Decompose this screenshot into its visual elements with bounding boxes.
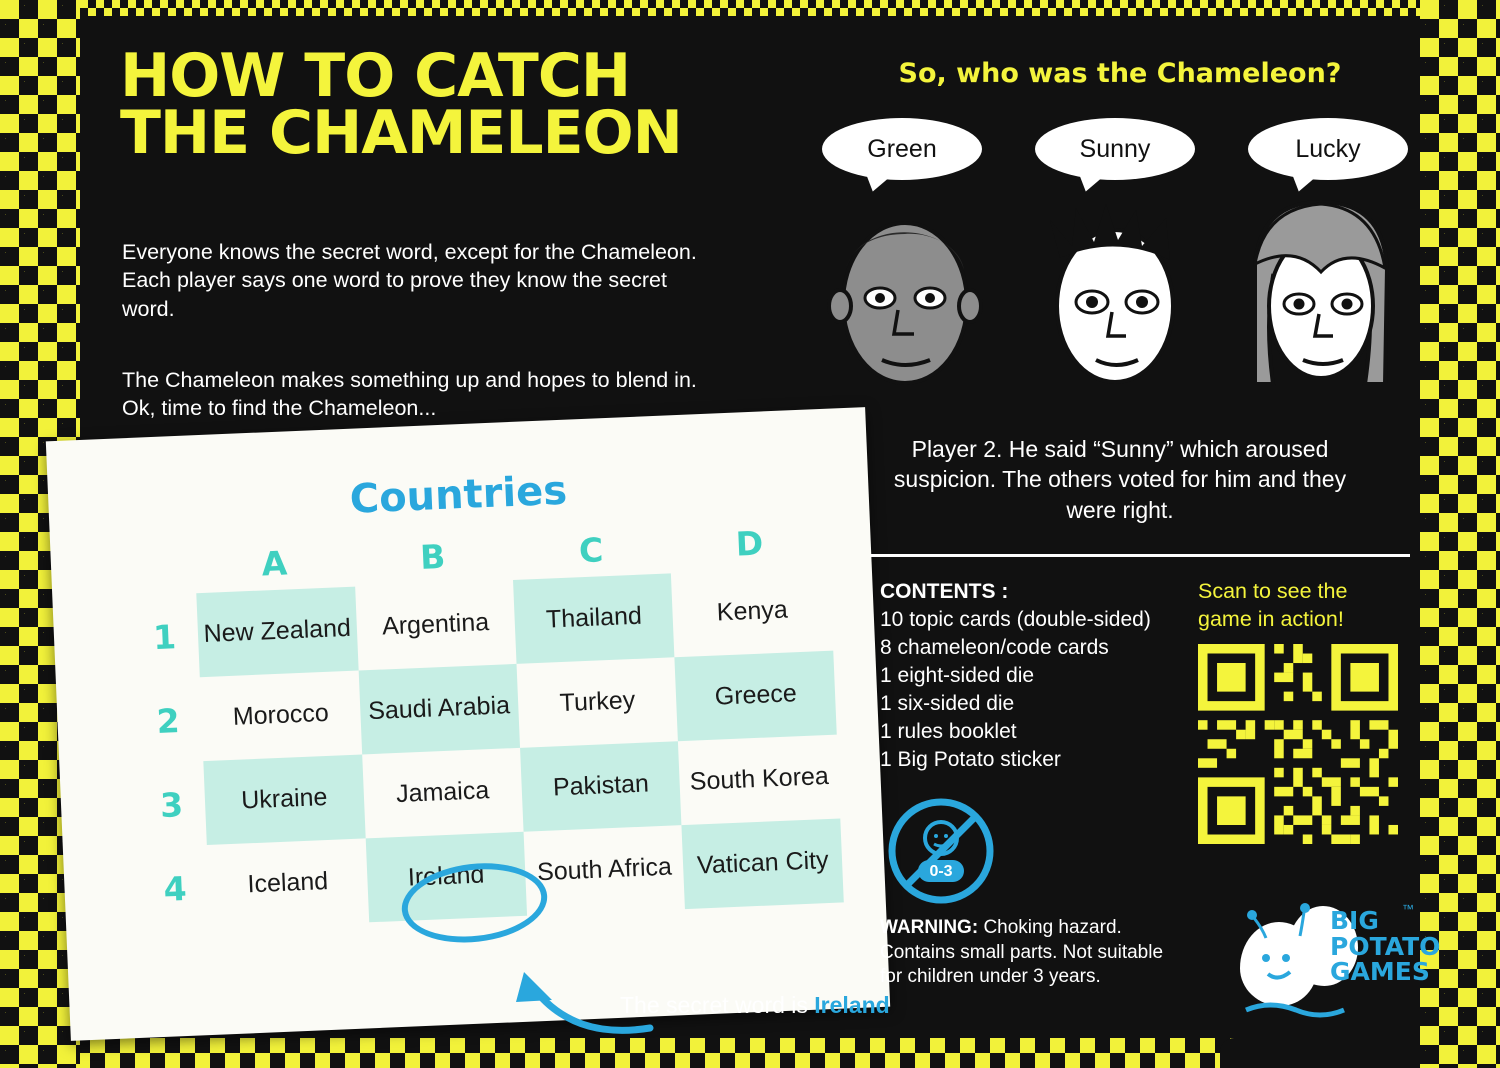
list-item: 1 Big Potato sticker (880, 747, 1061, 771)
box-notch (1220, 1038, 1420, 1068)
grid-cell-d2: Greece (675, 651, 837, 742)
grid-corner (148, 545, 196, 595)
grid-cell-a2: Morocco (232, 699, 330, 732)
list-item: 1 eight-sided die (880, 663, 1035, 687)
checker-border-top (0, 0, 1500, 16)
logo-line-2: POTATO (1330, 931, 1441, 961)
row-header-3: 3 (159, 784, 184, 825)
scan-label-line-1: Scan to see the (1198, 579, 1348, 603)
title-line-2: THE CHAMELEON (120, 98, 682, 168)
logo-line-1: BIG (1330, 906, 1379, 935)
card-title: Countries (348, 467, 568, 523)
list-item: 1 six-sided die (880, 691, 1015, 715)
player-3-face-illustration (1225, 194, 1415, 399)
row-header-1: 1 (152, 616, 177, 657)
player-2-face-illustration (1020, 194, 1210, 399)
secret-word-prefix: The secret word is (620, 992, 815, 1018)
grid-cell-d4: Vatican City (682, 818, 844, 909)
column-header-b: B (419, 536, 447, 577)
reveal-verdict-text: Player 2. He said “Sunny” which aroused suspicion. The others voted for him and they were right. (893, 436, 1347, 523)
grid-cell-a1: New Zealand (196, 587, 358, 678)
warning-heading: WARNING: (880, 917, 979, 938)
list-item: 10 topic cards (double-sided) (880, 607, 1151, 631)
intro-paragraph-2: The Chameleon makes something up and hopes to blend in. Ok, time to find the Chameleon... (122, 368, 697, 421)
grid-cell-b3: Jamaica (395, 776, 490, 809)
secret-word-value: Ireland (814, 992, 890, 1018)
countries-card (46, 407, 890, 1041)
section-divider (870, 554, 1410, 557)
scan-label (1198, 578, 1413, 634)
countries-grid (148, 519, 843, 931)
title-line-1: HOW TO CATCH (120, 41, 631, 111)
column-header-a: A (260, 543, 289, 584)
grid-cell-d1: Kenya (716, 595, 789, 627)
warning-body: Choking hazard. Contains small parts. Not suitable for children under 3 years. (880, 917, 1164, 988)
logo-line-3: GAMES (1330, 957, 1430, 986)
grid-cell-b1: Argentina (381, 608, 490, 641)
panel-inner (80, 16, 1441, 1038)
contents-heading: CONTENTS : (880, 580, 1009, 603)
grid-cell-c2: Turkey (559, 686, 636, 718)
speech-bubble-player-2: Sunny (1035, 118, 1195, 180)
player-1-face-illustration (810, 198, 1000, 403)
grid-cell-a4: Iceland (246, 867, 329, 899)
reveal-question: So, who was the Chameleon? (898, 58, 1342, 89)
grid-cell-c3: Pakistan (520, 741, 682, 832)
grid-cell-a3: Ukraine (203, 754, 365, 845)
row-header-2: 2 (155, 700, 181, 741)
secret-word-caption (620, 992, 890, 1019)
grid-cell-b4: Ireland (365, 832, 527, 923)
grid-cell-d3: South Korea (689, 762, 830, 796)
speech-bubble-player-3: Lucky (1248, 118, 1408, 180)
contents-list (880, 578, 1210, 773)
grid-cell-c1: Thailand (513, 573, 675, 664)
logo-wordmark (1330, 908, 1440, 985)
age-restriction-icon (888, 798, 994, 904)
logo-trademark: ™ (1402, 902, 1414, 916)
row-header-4: 4 (162, 868, 188, 909)
warning-text (880, 916, 1180, 990)
grid-cell-b2: Saudi Arabia (358, 664, 520, 755)
list-item: 1 rules booklet (880, 719, 1017, 743)
age-badge-value: 0-3 (929, 863, 953, 880)
scan-label-line-2: game in action! (1198, 606, 1344, 631)
speech-bubble-player-1: Green (822, 118, 982, 180)
intro-paragraph-1: Everyone knows the secret word, except for the Chameleon. Each player says one word to prove they know the secret word. (122, 240, 697, 321)
qr-code-icon[interactable] (1198, 644, 1398, 844)
column-header-c: C (578, 530, 604, 571)
page-title (120, 41, 760, 168)
list-item: 8 chameleon/code cards (880, 635, 1109, 659)
column-header-d: D (734, 523, 764, 564)
grid-cell-c4: South Africa (536, 852, 673, 887)
